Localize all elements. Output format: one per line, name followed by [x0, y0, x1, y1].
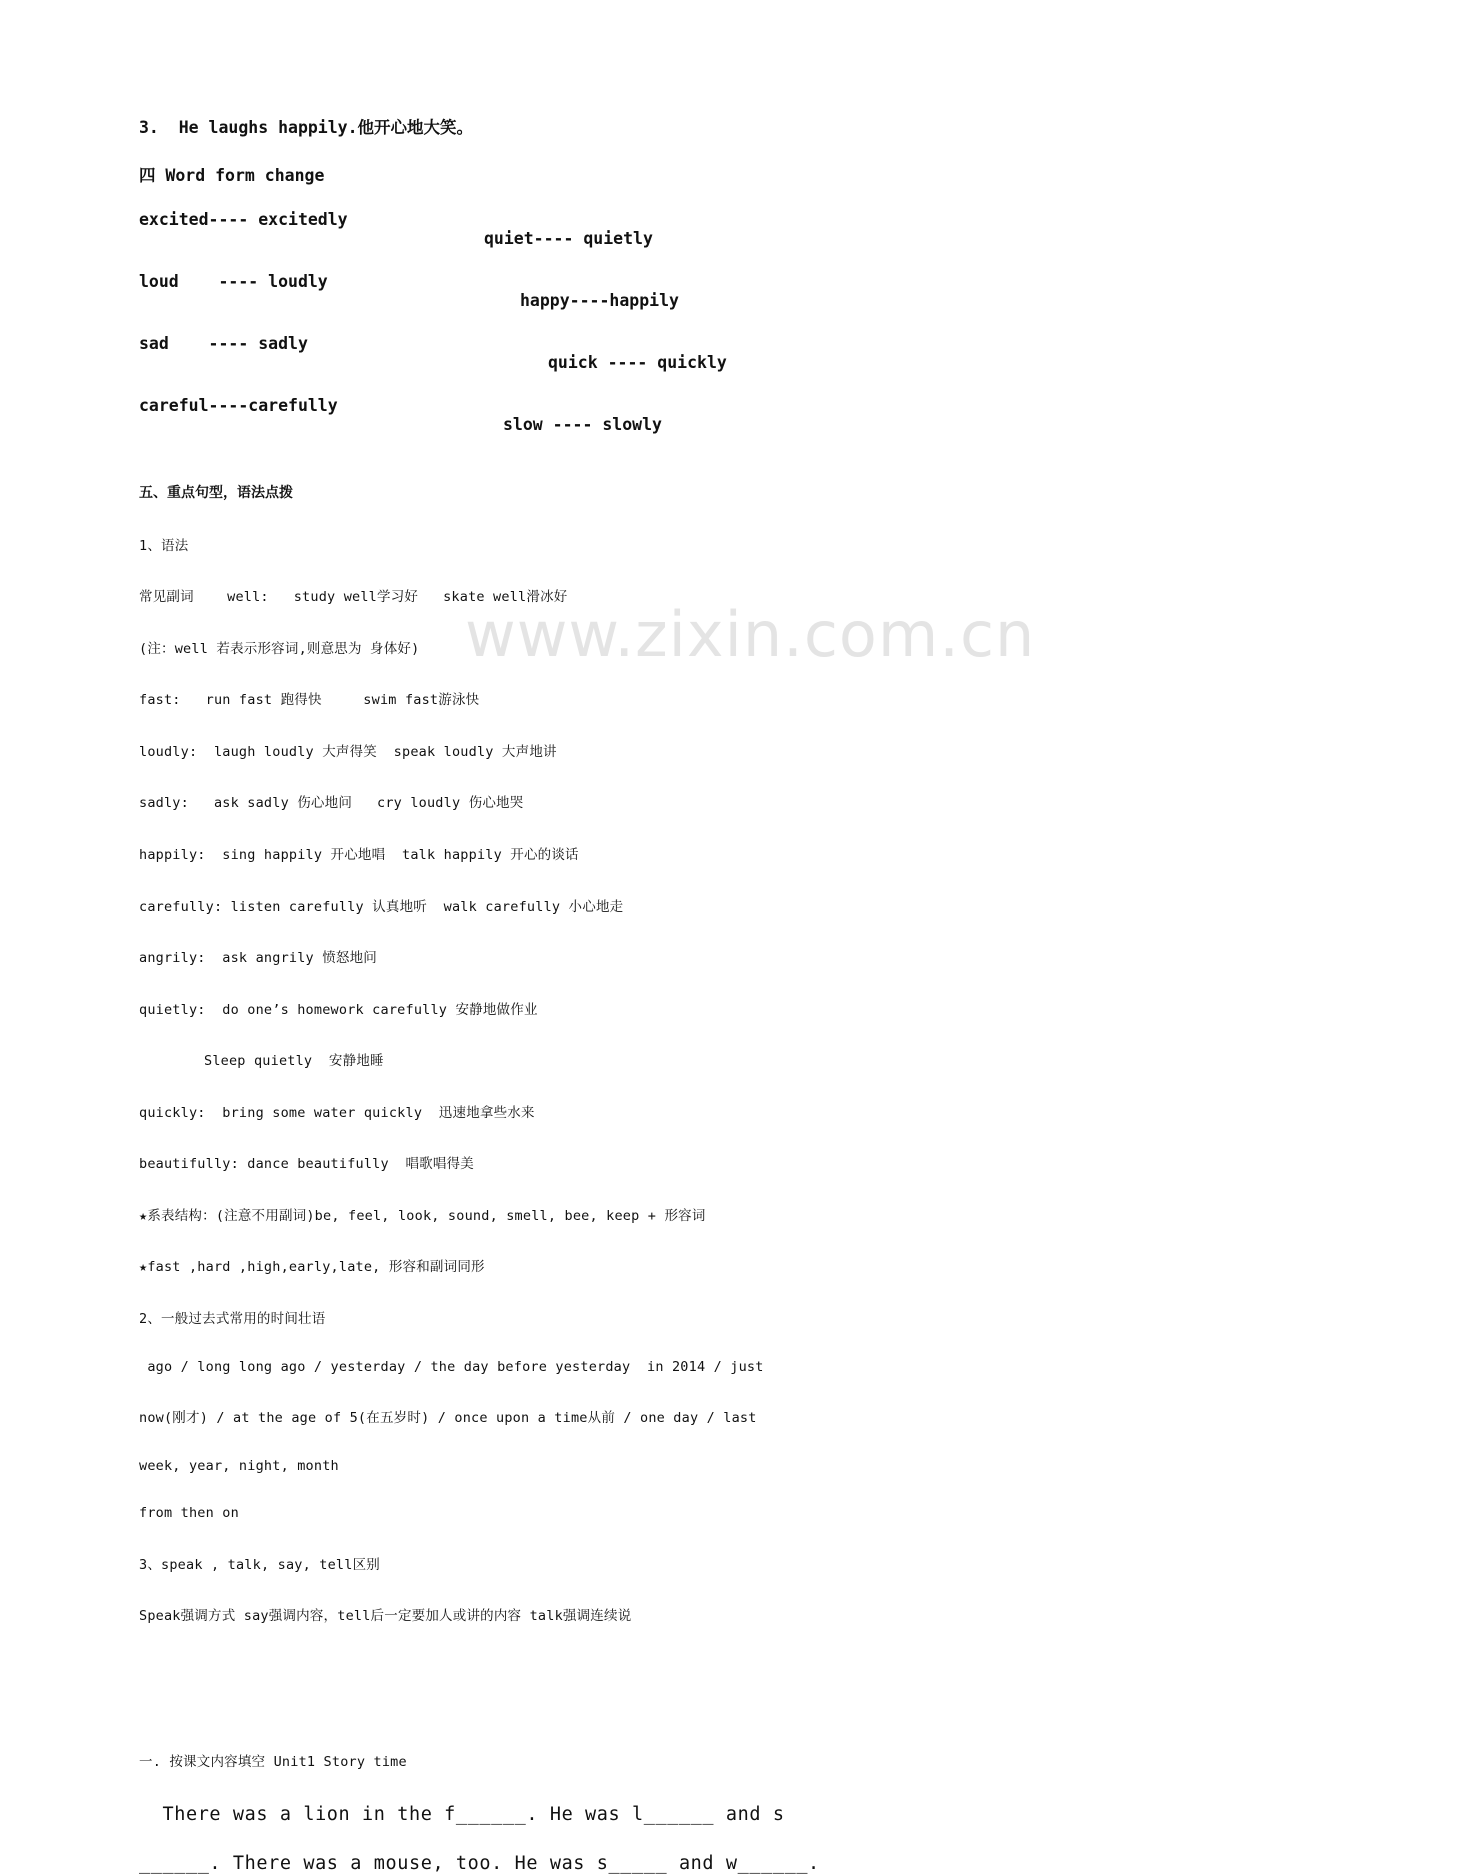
grammar-line: ago / long long ago / yesterday / the day before yesterday in 2014 / just	[139, 1359, 764, 1375]
section4-heading: 四 Word form change	[139, 166, 325, 185]
grammar-line: now(刚才) / at the age of 5(在五岁时) / once upon a time从前 / one day / last	[139, 1410, 757, 1426]
grammar-line: Sleep quietly 安静地睡	[204, 1053, 384, 1069]
grammar-line: angrily: ask angrily 愤怒地问	[139, 950, 378, 966]
grammar-line: fast: run fast 跑得快 swim fast游泳快	[139, 692, 480, 708]
word-pair-left: careful----carefully	[139, 396, 338, 415]
grammar-line: quietly: do one’s homework carefully 安静地做作业	[139, 1002, 538, 1018]
section3-item: 3. He laughs happily.他开心地大笑。	[139, 118, 474, 137]
exercise-line: ______. There was a mouse, too. He was s_____ and w______.	[139, 1853, 820, 1874]
grammar-line: ★系表结构：(注意不用副词)be, feel, look, sound, smell, bee, keep + 形容词	[139, 1208, 706, 1224]
exercise-line: There was a lion in the f______. He was l______ and s	[139, 1804, 785, 1825]
grammar-line: quickly: bring some water quickly 迅速地拿些水来	[139, 1105, 535, 1121]
grammar-line: week, year, night, month	[139, 1458, 339, 1474]
exercise-heading: 一. 按课文内容填空 Unit1 Story time	[139, 1754, 407, 1770]
word-pair-left: excited---- excitedly	[139, 210, 348, 229]
word-pair-right: slow ---- slowly	[503, 415, 662, 434]
grammar-line: 2、一般过去式常用的时间壮语	[139, 1311, 326, 1327]
grammar-line: (注：well 若表示形容词,则意思为 身体好)	[139, 641, 420, 657]
grammar-line: loudly: laugh loudly 大声得笑 speak loudly 大声地讲	[139, 744, 557, 760]
grammar-line: sadly: ask sadly 伤心地问 cry loudly 伤心地哭	[139, 795, 524, 811]
word-pair-left: sad ---- sadly	[139, 334, 308, 353]
grammar-line: 3、speak , talk, say, tell区别	[139, 1557, 380, 1573]
grammar-line: 常见副词 well: study well学习好 skate well滑冰好	[139, 589, 568, 605]
grammar-line: 1、语法	[139, 538, 189, 554]
grammar-line: beautifully: dance beautifully 唱歌唱得美	[139, 1156, 474, 1172]
grammar-line: Speak强调方式 say强调内容，tell后一定要加人或讲的内容 talk强调连续说	[139, 1608, 632, 1624]
word-pair-right: quiet---- quietly	[484, 229, 653, 248]
grammar-line: carefully: listen carefully 认真地听 walk carefully 小心地走	[139, 899, 624, 915]
grammar-line: happily: sing happily 开心地唱 talk happily 开心的谈话	[139, 847, 579, 863]
section5-heading: 五、重点句型，语法点拨	[139, 485, 293, 501]
grammar-line: from then on	[139, 1505, 239, 1521]
watermark: www.zixin.com.cn	[465, 598, 1036, 671]
word-pair-left: loud ---- loudly	[139, 272, 328, 291]
word-pair-right: happy----happily	[520, 291, 679, 310]
grammar-line: ★fast ,hard ,high,early,late, 形容和副词同形	[139, 1259, 485, 1275]
word-pair-right: quick ---- quickly	[548, 353, 727, 372]
